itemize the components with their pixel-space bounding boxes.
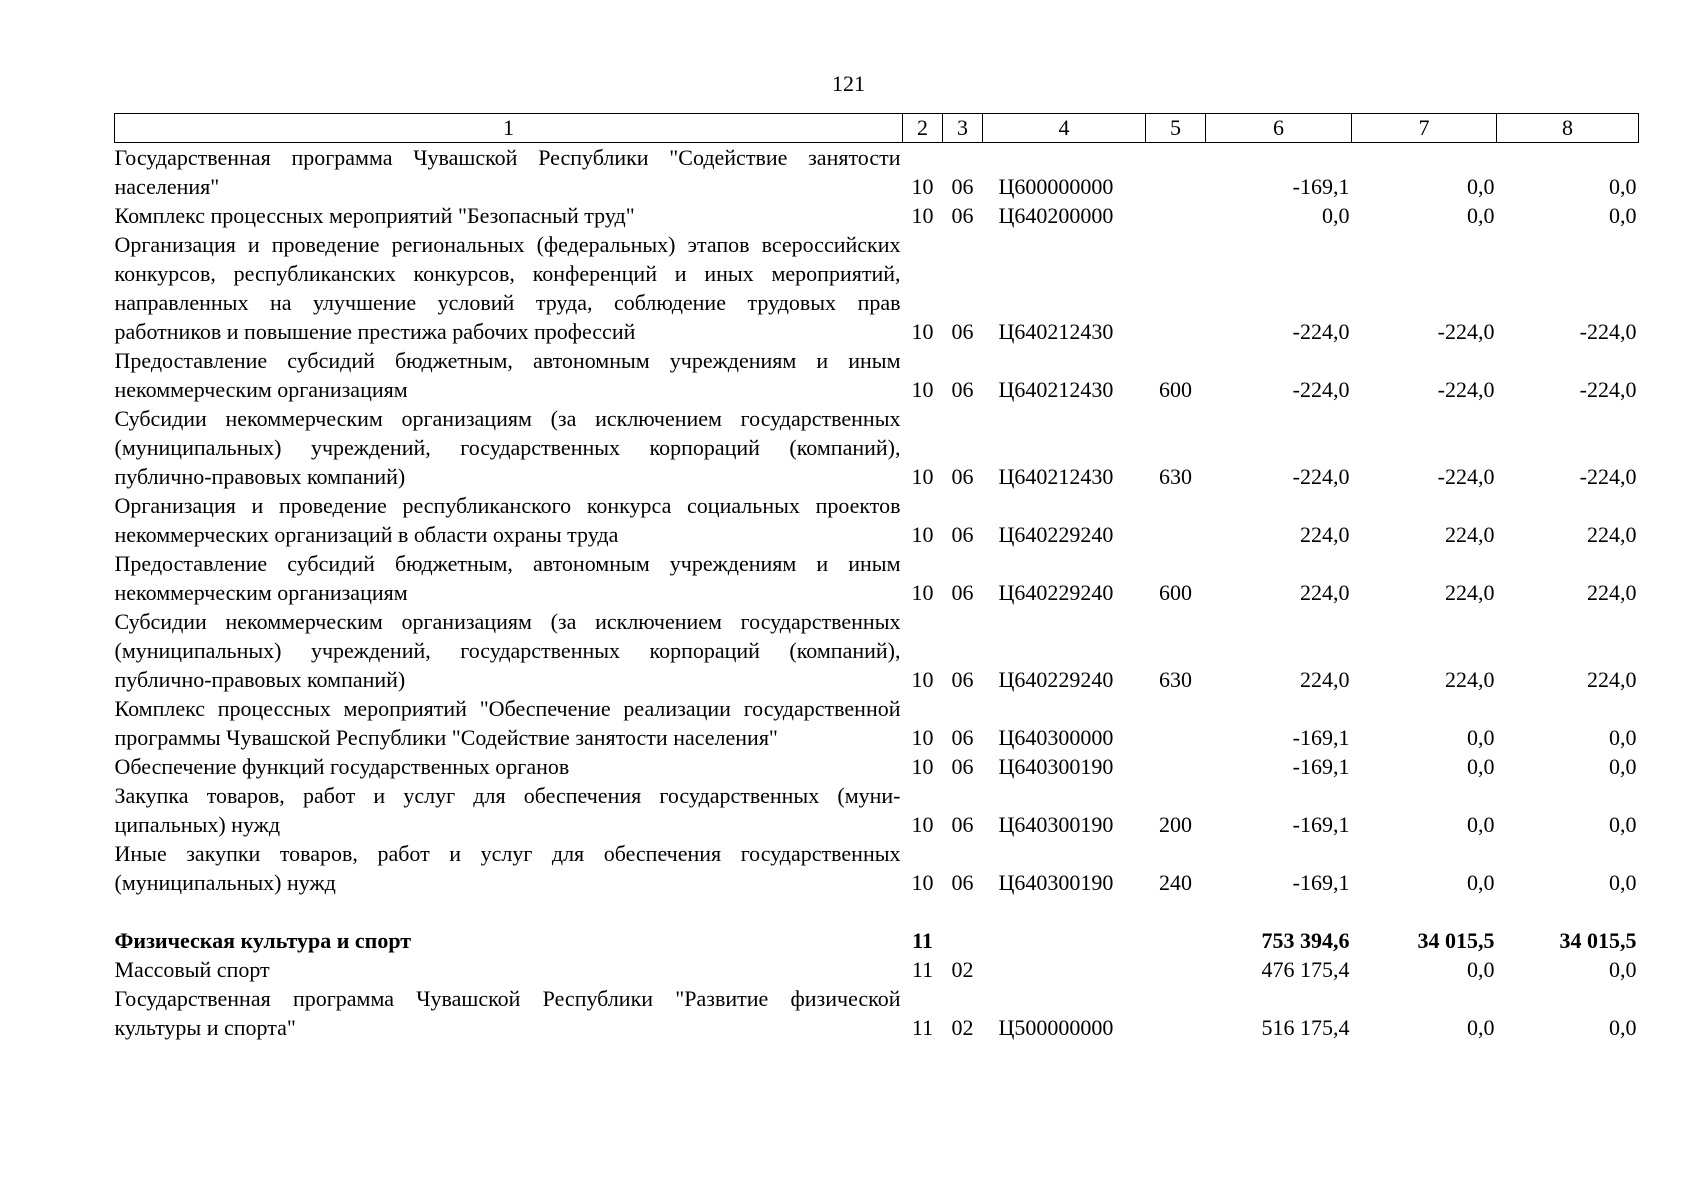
row-subsection-code <box>943 897 983 955</box>
row-value-7: 0,0 <box>1467 754 1495 779</box>
row-subsection-code: 06 <box>951 464 974 489</box>
row-subsection-code: 06 <box>951 754 974 779</box>
row-value-8: -224,0 <box>1579 377 1637 402</box>
row-value-6: -169,1 <box>1292 812 1350 837</box>
table-row <box>115 694 1639 752</box>
row-value-6: 476 175,4 <box>1261 957 1350 982</box>
row-value-7: 224,0 <box>1445 667 1495 692</box>
row-subsection-code: 06 <box>951 580 974 605</box>
header-col-2: 2 <box>903 114 943 143</box>
row-section-code: 10 <box>911 319 934 344</box>
row-value-6: -224,0 <box>1292 377 1350 402</box>
row-expense-type: 240 <box>1159 870 1192 895</box>
row-name: Организация и проведение региональных (федеральных) этапов всероссийских конкурсов, республиканских конкурсов, конференций и иных мероприятий, направленных на улучшение условий труда, соблюдение трудовых прав работников и повышение престижа рабочих профессий <box>114 232 901 344</box>
row-value-7: 34 015,5 <box>1417 928 1495 953</box>
row-subsection-code: 06 <box>951 203 974 228</box>
header-col-8: 8 <box>1497 114 1639 143</box>
row-expense-type: 200 <box>1159 812 1192 837</box>
row-section-code: 10 <box>911 377 934 402</box>
row-expense-type: 600 <box>1159 377 1192 402</box>
header-col-5: 5 <box>1146 114 1206 143</box>
table-row <box>115 201 1639 230</box>
row-name: Субсидии некоммерческим организациям (за исключением государственных (муниципальных) учреждений, государственных корпораций (компаний), публично-правовых компаний) <box>114 406 901 489</box>
header-row <box>115 114 1639 143</box>
table-row <box>115 143 1639 202</box>
row-expense-type <box>1146 201 1206 230</box>
table-row <box>115 607 1639 694</box>
row-target-article: Ц640229240 <box>998 667 1114 692</box>
row-expense-type <box>1146 491 1206 549</box>
table-row <box>115 346 1639 404</box>
row-value-8: 0,0 <box>1609 1015 1637 1040</box>
row-value-8: 0,0 <box>1609 174 1637 199</box>
row-target-article: Ц600000000 <box>998 174 1114 199</box>
row-value-6: -224,0 <box>1292 319 1350 344</box>
row-subsection-code: 06 <box>951 319 974 344</box>
row-value-7: -224,0 <box>1437 377 1495 402</box>
row-name: Комплекс процессных мероприятий "Обеспечение реализации государственной программы Чувашской Республики "Содействие занятости населения" <box>114 696 901 750</box>
table-row <box>115 752 1639 781</box>
row-expense-type <box>1146 897 1206 955</box>
row-name: Субсидии некоммерческим организациям (за исключением государственных (муниципальных) учреждений, государственных корпораций (компаний), публично-правовых компаний) <box>114 609 901 692</box>
row-section-code: 10 <box>911 464 934 489</box>
row-value-6: 224,0 <box>1300 580 1350 605</box>
table-body <box>115 143 1639 1043</box>
row-subsection-code: 02 <box>951 1015 974 1040</box>
row-subsection-code: 06 <box>951 812 974 837</box>
row-target-article: Ц640300190 <box>998 754 1114 779</box>
row-expense-type: 630 <box>1159 464 1192 489</box>
row-value-6: -169,1 <box>1292 725 1350 750</box>
header-col-4: 4 <box>983 114 1146 143</box>
row-value-7: 0,0 <box>1467 957 1495 982</box>
row-section-code: 10 <box>911 725 934 750</box>
row-expense-type <box>1146 694 1206 752</box>
row-target-article: Ц640300190 <box>998 812 1114 837</box>
row-target-article: Ц640229240 <box>998 580 1114 605</box>
row-value-6: -224,0 <box>1292 464 1350 489</box>
row-target-article: Ц640200000 <box>998 203 1114 228</box>
row-value-8: 224,0 <box>1587 667 1637 692</box>
row-name: Закупка товаров, работ и услуг для обеспечения государственных (муниципальных) нужд <box>114 783 901 837</box>
row-section-code: 11 <box>912 928 933 953</box>
row-section-code: 10 <box>911 870 934 895</box>
row-value-8: 224,0 <box>1587 522 1637 547</box>
row-subsection-code: 06 <box>951 725 974 750</box>
row-value-7: -224,0 <box>1437 319 1495 344</box>
row-name: Физическая культура и спорт <box>114 928 412 953</box>
row-subsection-code: 06 <box>951 377 974 402</box>
row-value-7: 0,0 <box>1467 725 1495 750</box>
row-subsection-code: 02 <box>951 957 974 982</box>
row-value-6: 0,0 <box>1322 203 1350 228</box>
row-value-6: -169,1 <box>1292 174 1350 199</box>
row-expense-type <box>1146 955 1206 984</box>
row-target-article: Ц640229240 <box>998 522 1114 547</box>
row-expense-type <box>1146 752 1206 781</box>
row-expense-type <box>1146 230 1206 346</box>
row-name: Массовый спорт <box>114 957 270 982</box>
row-name: Государственная программа Чувашской Республики "Содействие занятости населения" <box>114 145 901 199</box>
row-section-code: 10 <box>911 522 934 547</box>
row-section-code: 10 <box>911 812 934 837</box>
row-value-6: 224,0 <box>1300 522 1350 547</box>
table-row <box>115 781 1639 839</box>
row-target-article: Ц640300000 <box>998 725 1114 750</box>
table-row <box>115 491 1639 549</box>
row-value-8: 34 015,5 <box>1559 928 1637 953</box>
row-value-7: 0,0 <box>1467 174 1495 199</box>
row-value-8: 0,0 <box>1609 725 1637 750</box>
row-expense-type: 600 <box>1159 580 1192 605</box>
header-col-1: 1 <box>115 114 903 143</box>
row-target-article: Ц500000000 <box>998 1015 1114 1040</box>
row-subsection-code: 06 <box>951 174 974 199</box>
row-value-8: 0,0 <box>1609 203 1637 228</box>
row-value-7: 224,0 <box>1445 580 1495 605</box>
row-value-7: 0,0 <box>1467 812 1495 837</box>
row-subsection-code: 06 <box>951 667 974 692</box>
row-value-7: 224,0 <box>1445 522 1495 547</box>
row-value-6: 516 175,4 <box>1261 1015 1350 1040</box>
row-value-7: -224,0 <box>1437 464 1495 489</box>
table-header <box>115 114 1639 143</box>
row-name: Предоставление субсидий бюджетным, автономным учреждениям и иным некоммерческим организациям <box>114 348 901 402</box>
row-section-code: 10 <box>911 580 934 605</box>
row-section-code: 11 <box>911 957 934 982</box>
section-row <box>115 897 1639 955</box>
table-row <box>115 404 1639 491</box>
row-section-code: 10 <box>911 754 934 779</box>
row-value-8: 0,0 <box>1609 754 1637 779</box>
row-target-article <box>983 897 1146 955</box>
table-row <box>115 230 1639 346</box>
row-subsection-code: 06 <box>951 870 974 895</box>
row-name: Комплекс процессных мероприятий "Безопасный труд" <box>114 203 635 228</box>
row-section-code: 11 <box>911 1015 934 1040</box>
header-col-6: 6 <box>1206 114 1352 143</box>
row-value-8: 0,0 <box>1609 957 1637 982</box>
row-value-8: -224,0 <box>1579 319 1637 344</box>
page-number: 121 <box>832 71 865 96</box>
row-expense-type: 630 <box>1159 667 1192 692</box>
row-name: Государственная программа Чувашской Республики "Развитие физической культуры и спорта" <box>114 986 901 1040</box>
row-value-8: 0,0 <box>1609 812 1637 837</box>
row-value-7: 0,0 <box>1467 1015 1495 1040</box>
row-subsection-code: 06 <box>951 522 974 547</box>
row-value-8: 0,0 <box>1609 870 1637 895</box>
row-section-code: 10 <box>911 667 934 692</box>
row-name: Иные закупки товаров, работ и услуг для обеспечения государственных (муниципальных) нужд <box>114 841 901 895</box>
row-name: Обеспечение функций государственных органов <box>114 754 570 779</box>
row-value-6: -169,1 <box>1292 754 1350 779</box>
row-target-article <box>983 955 1146 984</box>
row-name: Предоставление субсидий бюджетным, автономным учреждениям и иным некоммерческим организациям <box>114 551 901 605</box>
budget-table <box>114 113 1639 1042</box>
row-section-code: 10 <box>911 203 934 228</box>
table-row <box>115 549 1639 607</box>
table-row <box>115 984 1639 1042</box>
row-value-6: -169,1 <box>1292 870 1350 895</box>
row-name: Организация и проведение республиканского конкурса социальных проектов некоммерческих организаций в области охраны труда <box>114 493 901 547</box>
row-target-article: Ц640212430 <box>998 464 1114 489</box>
table-row <box>115 955 1639 984</box>
table-row <box>115 839 1639 897</box>
row-value-8: 224,0 <box>1587 580 1637 605</box>
row-value-6: 753 394,6 <box>1261 928 1350 953</box>
row-target-article: Ц640212430 <box>998 377 1114 402</box>
header-col-3: 3 <box>943 114 983 143</box>
row-expense-type <box>1146 143 1206 202</box>
row-target-article: Ц640300190 <box>998 870 1114 895</box>
row-target-article: Ц640212430 <box>998 319 1114 344</box>
header-col-7: 7 <box>1352 114 1497 143</box>
row-value-7: 0,0 <box>1467 203 1495 228</box>
row-value-6: 224,0 <box>1300 667 1350 692</box>
row-section-code: 10 <box>911 174 934 199</box>
row-value-8: -224,0 <box>1579 464 1637 489</box>
row-expense-type <box>1146 984 1206 1042</box>
row-value-7: 0,0 <box>1467 870 1495 895</box>
